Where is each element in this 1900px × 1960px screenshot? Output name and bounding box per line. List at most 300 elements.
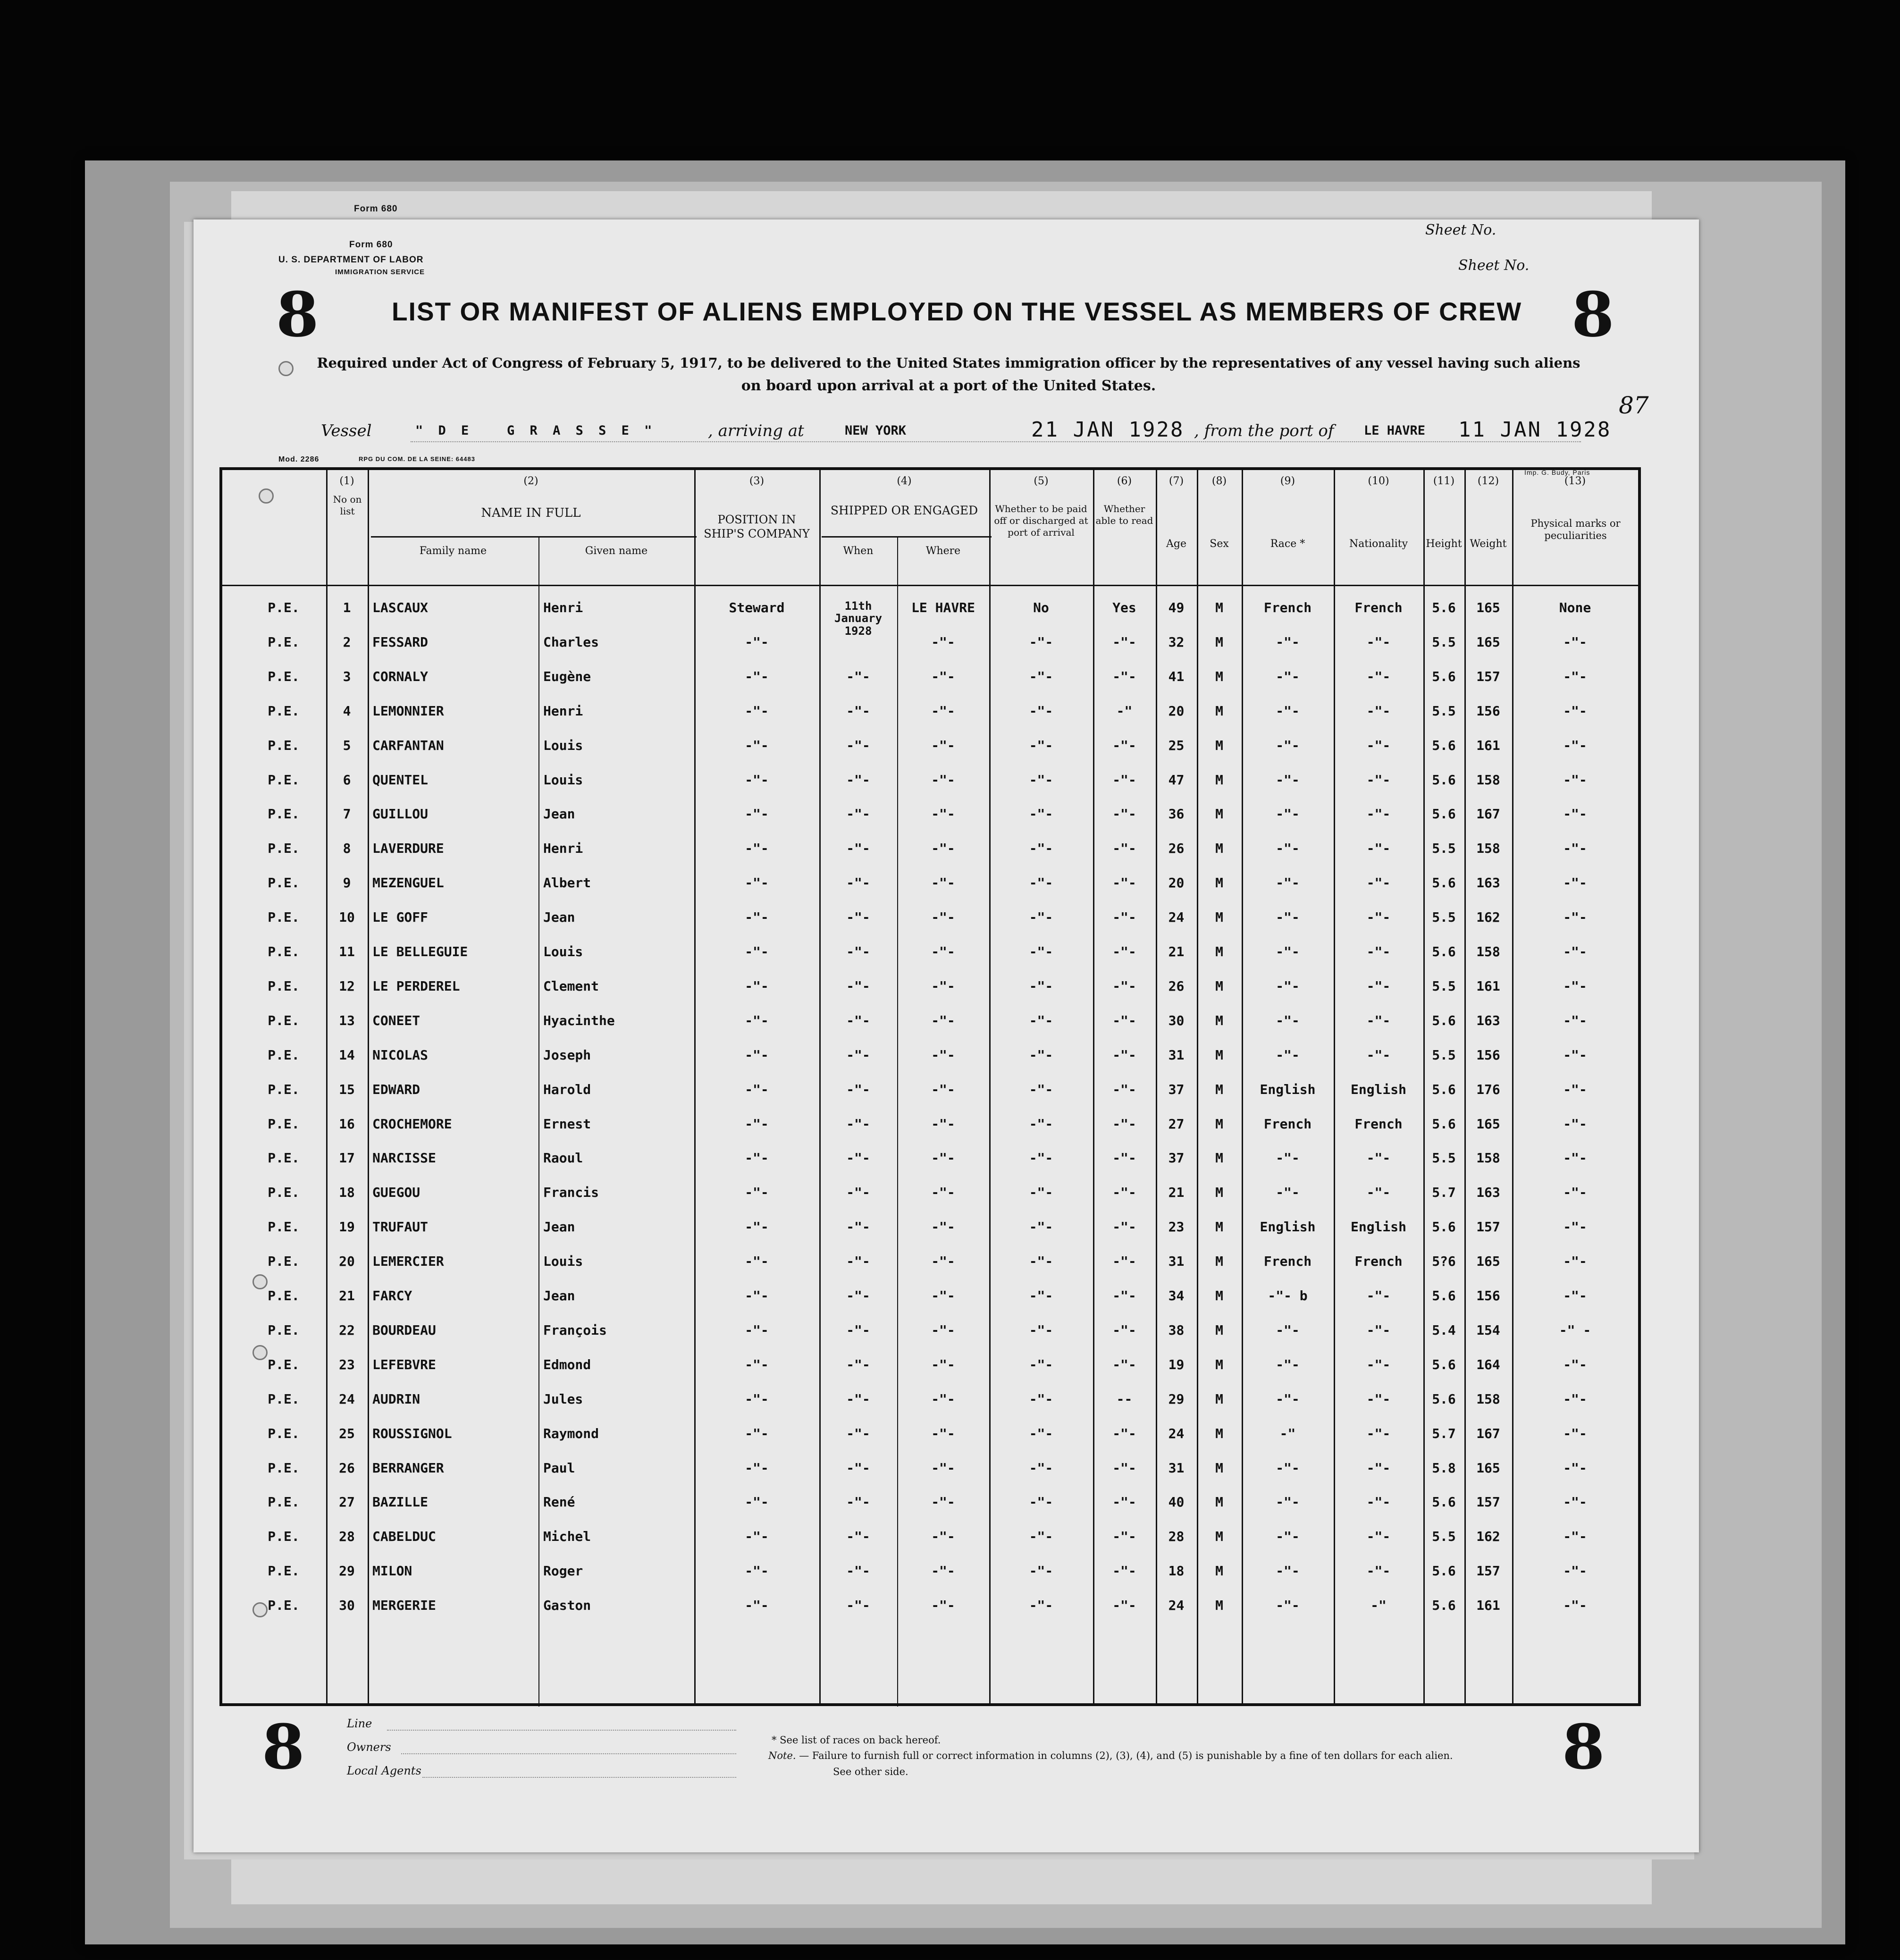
age: 30 xyxy=(1168,1012,1185,1028)
col-7-header: Age xyxy=(1166,538,1186,550)
table-row xyxy=(222,1322,1638,1357)
able-to-read: -"- xyxy=(1112,634,1136,650)
family-name: BAZILLE xyxy=(372,1494,429,1510)
weight: 161 xyxy=(1476,1598,1500,1614)
age: 24 xyxy=(1168,909,1185,925)
able-to-read: -"- xyxy=(1112,1494,1136,1510)
races-note: * See list of races on back hereof. xyxy=(772,1734,941,1746)
row-pe: P.E. xyxy=(268,1563,300,1579)
weight: 157 xyxy=(1476,1563,1500,1579)
shipped-when: -"- xyxy=(846,1598,870,1614)
shipped-where: -"- xyxy=(931,1563,955,1579)
row-pe: P.E. xyxy=(268,1356,300,1372)
table-row xyxy=(222,669,1638,703)
sex: M xyxy=(1215,737,1223,753)
position: -"- xyxy=(745,806,769,822)
row-number: 10 xyxy=(339,909,355,925)
family-name: EDWARD xyxy=(372,1081,420,1097)
able-to-read: -"- xyxy=(1112,841,1136,857)
able-to-read: -"- xyxy=(1112,1322,1136,1338)
subheader-rule xyxy=(371,536,697,538)
race: -"- b xyxy=(1268,1288,1308,1304)
shipped-where: -"- xyxy=(931,1081,955,1097)
manifest-table xyxy=(219,467,1641,1706)
row-number: 12 xyxy=(339,978,355,994)
race: -"- xyxy=(1276,875,1300,891)
family-name: MEZENGUEL xyxy=(372,875,444,891)
row-pe: P.E. xyxy=(268,1081,300,1097)
sex: M xyxy=(1215,668,1223,684)
table-row xyxy=(222,1391,1638,1426)
shipped-where: -"- xyxy=(931,1494,955,1510)
nationality: -"- xyxy=(1366,875,1391,891)
shipped-where: LE HAVRE xyxy=(911,600,975,615)
height: 5.6 xyxy=(1432,875,1456,891)
race: -"- xyxy=(1276,1012,1300,1028)
row-number: 2 xyxy=(343,634,351,650)
family-name: BERRANGER xyxy=(372,1460,444,1476)
family-name: LE GOFF xyxy=(372,909,429,925)
nationality: -"- xyxy=(1366,1563,1391,1579)
row-pe: P.E. xyxy=(268,600,300,615)
age: 18 xyxy=(1168,1563,1185,1579)
height: 5.6 xyxy=(1432,806,1456,822)
owners-label: Owners xyxy=(347,1741,391,1754)
physical-marks: -"- xyxy=(1563,1185,1587,1201)
height: 5.8 xyxy=(1432,1460,1456,1476)
weight: 158 xyxy=(1476,1391,1500,1407)
paid-off: -"- xyxy=(1029,1219,1053,1235)
family-name: LASCAUX xyxy=(372,600,429,615)
row-pe: P.E. xyxy=(268,1460,300,1476)
sex: M xyxy=(1215,1425,1223,1441)
shipped-when: -"- xyxy=(846,875,870,891)
given-name: Jean xyxy=(543,909,575,925)
shipped-when: -"- xyxy=(846,1253,870,1270)
race: -"- xyxy=(1276,1563,1300,1579)
position: -"- xyxy=(745,1150,769,1166)
sex: M xyxy=(1215,1529,1223,1545)
row-pe: P.E. xyxy=(268,668,300,684)
given-name: Harold xyxy=(543,1081,591,1097)
col-9-header: Race * xyxy=(1270,538,1305,550)
table-row xyxy=(222,772,1638,807)
row-pe: P.E. xyxy=(268,1322,300,1338)
race: -"- xyxy=(1276,1150,1300,1166)
form-number: Form 680 xyxy=(349,240,393,250)
nationality: -"- xyxy=(1366,1391,1391,1407)
row-pe: P.E. xyxy=(268,737,300,753)
physical-marks: -"- xyxy=(1563,772,1587,788)
nationality: French xyxy=(1354,600,1403,615)
sex: M xyxy=(1215,1391,1223,1407)
weight: 158 xyxy=(1476,772,1500,788)
sex: M xyxy=(1215,1150,1223,1166)
shipped-when: -"- xyxy=(846,1356,870,1372)
shipped-where: -"- xyxy=(931,1598,955,1614)
shipped-when: -"- xyxy=(846,1116,870,1132)
height: 5.6 xyxy=(1432,944,1456,959)
race: -"- xyxy=(1276,1356,1300,1372)
weight: 156 xyxy=(1476,703,1500,719)
age: 47 xyxy=(1168,772,1185,788)
table-row xyxy=(222,1288,1638,1322)
row-pe: P.E. xyxy=(268,978,300,994)
row-number: 24 xyxy=(339,1391,355,1407)
row-number: 18 xyxy=(339,1185,355,1201)
shipped-when: -"- xyxy=(846,1529,870,1545)
table-row xyxy=(222,738,1638,772)
nationality: -"- xyxy=(1366,909,1391,925)
nationality: -"- xyxy=(1366,1425,1391,1441)
able-to-read: -"- xyxy=(1112,806,1136,822)
family-name: ROUSSIGNOL xyxy=(372,1425,452,1441)
nationality: -"- xyxy=(1366,737,1391,753)
row-pe: P.E. xyxy=(268,875,300,891)
table-row xyxy=(222,1357,1638,1391)
height: 5.5 xyxy=(1432,841,1456,857)
paid-off: -"- xyxy=(1029,1116,1053,1132)
table-row xyxy=(222,1219,1638,1253)
age: 29 xyxy=(1168,1391,1185,1407)
age: 28 xyxy=(1168,1529,1185,1545)
weight: 167 xyxy=(1476,806,1500,822)
row-number: 27 xyxy=(339,1494,355,1510)
weight: 156 xyxy=(1476,1047,1500,1063)
row-pe: P.E. xyxy=(268,944,300,959)
able-to-read: -- xyxy=(1116,1391,1133,1407)
row-pe: P.E. xyxy=(268,841,300,857)
age: 24 xyxy=(1168,1598,1185,1614)
position: -"- xyxy=(745,1425,769,1441)
paid-off: -"- xyxy=(1029,1150,1053,1166)
family-name: MILON xyxy=(372,1563,412,1579)
family-name: LAVERDURE xyxy=(372,841,444,857)
given-name: Louis xyxy=(543,1253,583,1270)
nationality: -"- xyxy=(1366,1150,1391,1166)
physical-marks: -"- xyxy=(1563,634,1587,650)
able-to-read: -"- xyxy=(1112,1425,1136,1441)
shipped-where: -"- xyxy=(931,1288,955,1304)
table-row xyxy=(222,944,1638,978)
shipped-where: -"- xyxy=(931,875,955,891)
table-row xyxy=(222,909,1638,944)
race: -"- xyxy=(1276,1391,1300,1407)
row-number: 26 xyxy=(339,1460,355,1476)
vessel-line xyxy=(411,441,1581,442)
sex: M xyxy=(1215,1288,1223,1304)
weight: 156 xyxy=(1476,1288,1500,1304)
paid-off: -"- xyxy=(1029,909,1053,925)
physical-marks: -"- xyxy=(1563,1425,1587,1441)
from-port-label: , from the port of xyxy=(1194,421,1334,440)
weight: 165 xyxy=(1476,600,1500,615)
race: -"- xyxy=(1276,1460,1300,1476)
height: 5.7 xyxy=(1432,1185,1456,1201)
shipped-where: -"- xyxy=(931,1391,955,1407)
row-pe: P.E. xyxy=(268,909,300,925)
table-row xyxy=(222,1253,1638,1288)
table-row xyxy=(222,1529,1638,1563)
weight: 158 xyxy=(1476,1150,1500,1166)
age: 32 xyxy=(1168,634,1185,650)
able-to-read: Yes xyxy=(1112,600,1136,615)
paid-off: -"- xyxy=(1029,978,1053,994)
height: 5.4 xyxy=(1432,1322,1456,1338)
table-row xyxy=(222,1494,1638,1529)
row-number: 11 xyxy=(339,944,355,959)
row-pe: P.E. xyxy=(268,1219,300,1235)
nationality: -"- xyxy=(1366,1288,1391,1304)
paid-off: -"- xyxy=(1029,944,1053,959)
height: 5.5 xyxy=(1432,909,1456,925)
age: 21 xyxy=(1168,1185,1185,1201)
physical-marks: -"- xyxy=(1563,875,1587,891)
row-pe: P.E. xyxy=(268,1012,300,1028)
row-number: 23 xyxy=(339,1356,355,1372)
paid-off: -"- xyxy=(1029,737,1053,753)
col-11-header: Height xyxy=(1426,538,1462,550)
shipped-when: -"- xyxy=(846,841,870,857)
age: 37 xyxy=(1168,1081,1185,1097)
local-agents-field xyxy=(422,1777,736,1778)
physical-marks: -"- xyxy=(1563,1253,1587,1270)
race: -"- xyxy=(1276,1598,1300,1614)
col-8-number: (8) xyxy=(1211,475,1227,487)
age: 26 xyxy=(1168,978,1185,994)
race: -"- xyxy=(1276,1529,1300,1545)
paid-off: -"- xyxy=(1029,1460,1053,1476)
col-5-header: Whether to be paid off or discharged at port of arrival xyxy=(994,503,1088,538)
table-row xyxy=(222,1598,1638,1632)
sex: M xyxy=(1215,1494,1223,1510)
age: 34 xyxy=(1168,1288,1185,1304)
weight: 162 xyxy=(1476,909,1500,925)
nationality: -"- xyxy=(1366,634,1391,650)
age: 24 xyxy=(1168,1425,1185,1441)
mod-number: Mod. 2286 xyxy=(278,455,319,463)
given-name: René xyxy=(543,1494,575,1510)
row-number: 30 xyxy=(339,1598,355,1614)
nationality: -"- xyxy=(1366,1322,1391,1338)
race: -"- xyxy=(1276,1322,1300,1338)
age: 21 xyxy=(1168,944,1185,959)
row-number: 4 xyxy=(343,703,351,719)
shipped-where: -"- xyxy=(931,668,955,684)
able-to-read: -"- xyxy=(1112,1598,1136,1614)
physical-marks: -"- xyxy=(1563,1081,1587,1097)
position: -"- xyxy=(745,703,769,719)
weight: 165 xyxy=(1476,634,1500,650)
family-name: CROCHEMORE xyxy=(372,1116,452,1132)
row-number: 29 xyxy=(339,1563,355,1579)
paid-off: -"- xyxy=(1029,1253,1053,1270)
department: U. S. DEPARTMENT OF LABOR xyxy=(278,255,424,265)
age: 41 xyxy=(1168,668,1185,684)
table-row xyxy=(222,1563,1638,1598)
shipped-where: -"- xyxy=(931,1425,955,1441)
row-number: 17 xyxy=(339,1150,355,1166)
able-to-read: -"- xyxy=(1112,1081,1136,1097)
race: -"- xyxy=(1276,737,1300,753)
row-number: 20 xyxy=(339,1253,355,1270)
paid-off: -"- xyxy=(1029,875,1053,891)
position: -"- xyxy=(745,909,769,925)
sex: M xyxy=(1215,909,1223,925)
weight: 162 xyxy=(1476,1529,1500,1545)
col-4-when-header: When xyxy=(843,545,874,557)
shipped-when: -"- xyxy=(846,668,870,684)
given-name: Charles xyxy=(543,634,599,650)
given-name: Henri xyxy=(543,841,583,857)
col-3-number: (3) xyxy=(749,475,765,487)
table-row xyxy=(222,1460,1638,1495)
nationality: -"- xyxy=(1366,772,1391,788)
owners-field xyxy=(401,1753,736,1754)
paid-off: -"- xyxy=(1029,806,1053,822)
sex: M xyxy=(1215,1356,1223,1372)
weight: 158 xyxy=(1476,841,1500,857)
row-pe: P.E. xyxy=(268,806,300,822)
shipped-when: -"- xyxy=(846,1460,870,1476)
row-number: 1 xyxy=(343,600,351,615)
position: -"- xyxy=(745,634,769,650)
sheet-number-top-right: 8 xyxy=(1572,278,1614,351)
weight: 165 xyxy=(1476,1460,1500,1476)
position: -"- xyxy=(745,1460,769,1476)
given-name: Henri xyxy=(543,703,583,719)
shipped-where: -"- xyxy=(931,909,955,925)
race: -"- xyxy=(1276,1047,1300,1063)
sex: M xyxy=(1215,1047,1223,1063)
sex: M xyxy=(1215,978,1223,994)
physical-marks: -"- xyxy=(1563,806,1587,822)
race: -"- xyxy=(1276,978,1300,994)
height: 5.6 xyxy=(1432,1494,1456,1510)
col-7-number: (7) xyxy=(1169,475,1184,487)
position: -"- xyxy=(745,1391,769,1407)
paid-off: No xyxy=(1033,600,1049,615)
arriving-port: NEW YORK xyxy=(845,423,907,438)
line-label: Line xyxy=(347,1717,372,1730)
nationality: -"- xyxy=(1366,806,1391,822)
local-agents-label: Local Agents xyxy=(347,1764,421,1777)
row-number: 5 xyxy=(343,737,351,753)
row-pe: P.E. xyxy=(268,772,300,788)
table-row xyxy=(222,841,1638,875)
family-name: LEMONNIER xyxy=(372,703,444,719)
paid-off: -"- xyxy=(1029,1047,1053,1063)
race: -"- xyxy=(1276,806,1300,822)
given-name: Roger xyxy=(543,1563,583,1579)
sex: M xyxy=(1215,806,1223,822)
position: -"- xyxy=(745,1288,769,1304)
height: 5.5 xyxy=(1432,703,1456,719)
nationality: -"- xyxy=(1366,1494,1391,1510)
family-name: CABELDUC xyxy=(372,1529,436,1545)
sex: M xyxy=(1215,1219,1223,1235)
able-to-read: -"- xyxy=(1112,1253,1136,1270)
shipped-where: -"- xyxy=(931,1219,955,1235)
shipped-when: -"- xyxy=(846,1185,870,1201)
vessel-name: " D E G R A S S E " xyxy=(415,423,656,438)
col-2-header: NAME IN FULL xyxy=(481,506,581,520)
able-to-read: -"- xyxy=(1112,1150,1136,1166)
col-13-header: Physical marks or peculiarities xyxy=(1530,518,1621,542)
weight: 154 xyxy=(1476,1322,1500,1338)
paid-off: -"- xyxy=(1029,634,1053,650)
weight: 163 xyxy=(1476,1185,1500,1201)
able-to-read: -"- xyxy=(1112,1185,1136,1201)
age: 31 xyxy=(1168,1253,1185,1270)
row-pe: P.E. xyxy=(268,1598,300,1614)
given-name: Ernest xyxy=(543,1116,591,1132)
able-to-read: -"- xyxy=(1112,1356,1136,1372)
table-row xyxy=(222,1426,1638,1460)
position: -"- xyxy=(745,944,769,959)
family-name: LEFEBVRE xyxy=(372,1356,436,1372)
page-mark: 87 xyxy=(1619,392,1649,419)
row-pe: P.E. xyxy=(268,1391,300,1407)
physical-marks: -"- xyxy=(1563,737,1587,753)
sex: M xyxy=(1215,772,1223,788)
table-row xyxy=(222,703,1638,738)
table-row xyxy=(222,875,1638,909)
nationality: French xyxy=(1354,1116,1403,1132)
sex: M xyxy=(1215,600,1223,615)
subtitle-line2: on board upon arrival at a port of the United States. xyxy=(741,378,1156,394)
paid-off: -"- xyxy=(1029,1356,1053,1372)
col-10-header: Nationality xyxy=(1349,538,1408,550)
able-to-read: -"- xyxy=(1112,1116,1136,1132)
height: 5.6 xyxy=(1432,1288,1456,1304)
shipped-when: -"- xyxy=(846,1425,870,1441)
sex: M xyxy=(1215,1081,1223,1097)
position: -"- xyxy=(745,668,769,684)
punch-hole xyxy=(278,361,294,376)
departure-port: LE HAVRE xyxy=(1364,423,1426,438)
height: 5.6 xyxy=(1432,737,1456,753)
vessel-label: Vessel xyxy=(321,421,372,440)
sex: M xyxy=(1215,1460,1223,1476)
family-name: CARFANTAN xyxy=(372,737,444,753)
age: 40 xyxy=(1168,1494,1185,1510)
race: -"- xyxy=(1276,841,1300,857)
race: -"- xyxy=(1276,703,1300,719)
position: -"- xyxy=(745,772,769,788)
race: -"- xyxy=(1276,944,1300,959)
row-number: 8 xyxy=(343,841,351,857)
shipped-where: -"- xyxy=(931,737,955,753)
paid-off: -"- xyxy=(1029,1425,1053,1441)
sex: M xyxy=(1215,944,1223,959)
sex: M xyxy=(1215,1598,1223,1614)
position: -"- xyxy=(745,1529,769,1545)
note-label: Note. xyxy=(768,1750,796,1761)
shipped-when: -"- xyxy=(846,909,870,925)
shipped-when: -"- xyxy=(846,944,870,959)
weight: 165 xyxy=(1476,1116,1500,1132)
line-field xyxy=(387,1730,736,1731)
row-number: 9 xyxy=(343,875,351,891)
col-8-header: Sex xyxy=(1210,538,1229,550)
age: 26 xyxy=(1168,841,1185,857)
height: 5.5 xyxy=(1432,978,1456,994)
age: 31 xyxy=(1168,1047,1185,1063)
physical-marks: -"- xyxy=(1563,909,1587,925)
row-number: 28 xyxy=(339,1529,355,1545)
paid-off: -"- xyxy=(1029,1081,1053,1097)
